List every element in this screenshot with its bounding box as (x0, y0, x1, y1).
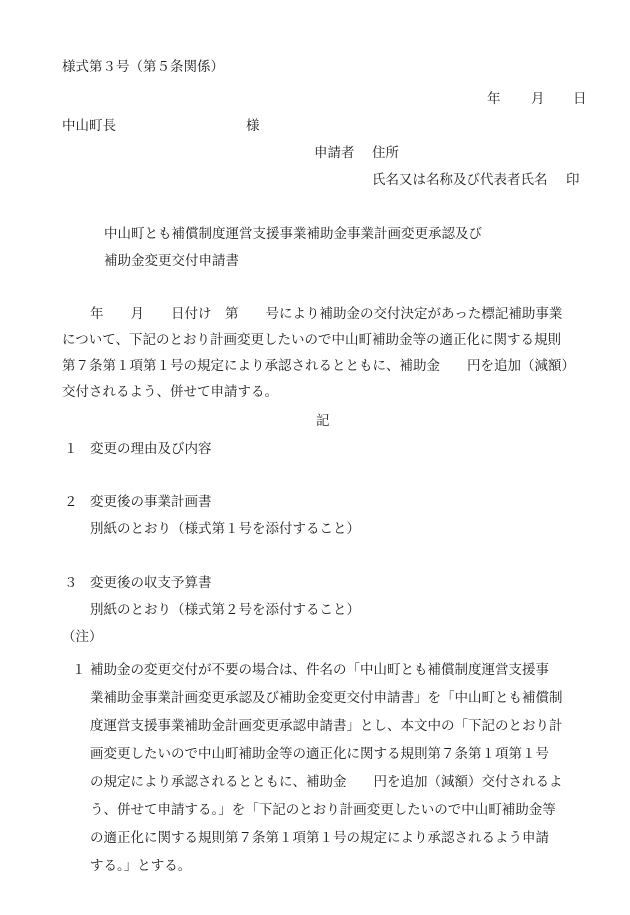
date-month-label: 月 (531, 91, 545, 107)
title-line-2: 補助金変更交付申請書 (104, 253, 239, 269)
item-2-detail: 別紙のとおり（様式第１号を添付すること） (90, 521, 360, 537)
note-line-6: う、併せて申請する。」を「下記のとおり計画変更したいので中山町補助金等 (90, 802, 556, 818)
addressee-honorific: 様 (246, 118, 260, 134)
note-line-2: 業補助金事業計画変更承認及び補助金変更交付申請書」を「中山町とも補償制 (90, 690, 563, 706)
date-year-label: 年 (487, 91, 501, 107)
note-item-number: １ (72, 662, 86, 678)
date-day-label: 日 (573, 91, 587, 107)
body-line-3: 第７条第１項第１号の規定により承認されるとともに、補助金 円を追加（減額） (62, 358, 575, 374)
item-3-number: ３ (64, 575, 78, 591)
note-line-8: する。」とする。 (90, 858, 192, 874)
seal-mark: 印 (566, 172, 580, 188)
note-line-3: 度運営支援事業補助金計画変更承認申請書」とし、本文中の「下記のとおり計 (90, 718, 563, 734)
item-1-number: １ (64, 441, 78, 457)
body-line-2: について、下記のとおり計画変更したいので中山町補助金等の適正化に関する規則 (62, 332, 561, 348)
note-line-4: 画変更したいので中山町補助金等の適正化に関する規則第７条第１項第１号 (90, 746, 549, 762)
addressee-name: 中山町長 (62, 118, 116, 134)
item-3-title: 変更後の収支予算書 (90, 575, 212, 591)
title-line-1: 中山町とも補償制度運営支援事業補助金事業計画変更承認及び (104, 226, 482, 242)
item-3-detail: 別紙のとおり（様式第２号を添付すること） (90, 602, 360, 618)
body-line-1: 年 月 日付け 第 号により補助金の交付決定があった標記補助事業 (90, 306, 563, 322)
item-2-number: ２ (64, 494, 78, 510)
note-label: （注） (62, 629, 103, 645)
form-reference: 様式第３号（第５条関係） (62, 59, 224, 75)
applicant-label: 申請者 (314, 145, 355, 161)
note-line-7: の適正化に関する規則第７条第１項第１号の規定により承認されるよう申請 (90, 830, 549, 846)
body-line-4: 交付されるよう、併せて申請する。 (62, 384, 278, 400)
applicant-name-label: 氏名又は名称及び代表者氏名 (372, 172, 548, 188)
note-line-1: 補助金の変更交付が不要の場合は、件名の「中山町とも補償制度運営支援事 (90, 662, 549, 678)
ki-heading: 記 (316, 413, 330, 429)
note-line-5: の規定により承認されるとともに、補助金 円を追加（減額）交付されるよ (90, 774, 563, 790)
applicant-address-label: 住所 (372, 145, 399, 161)
item-1-title: 変更の理由及び内容 (90, 441, 212, 457)
item-2-title: 変更後の事業計画書 (90, 494, 212, 510)
